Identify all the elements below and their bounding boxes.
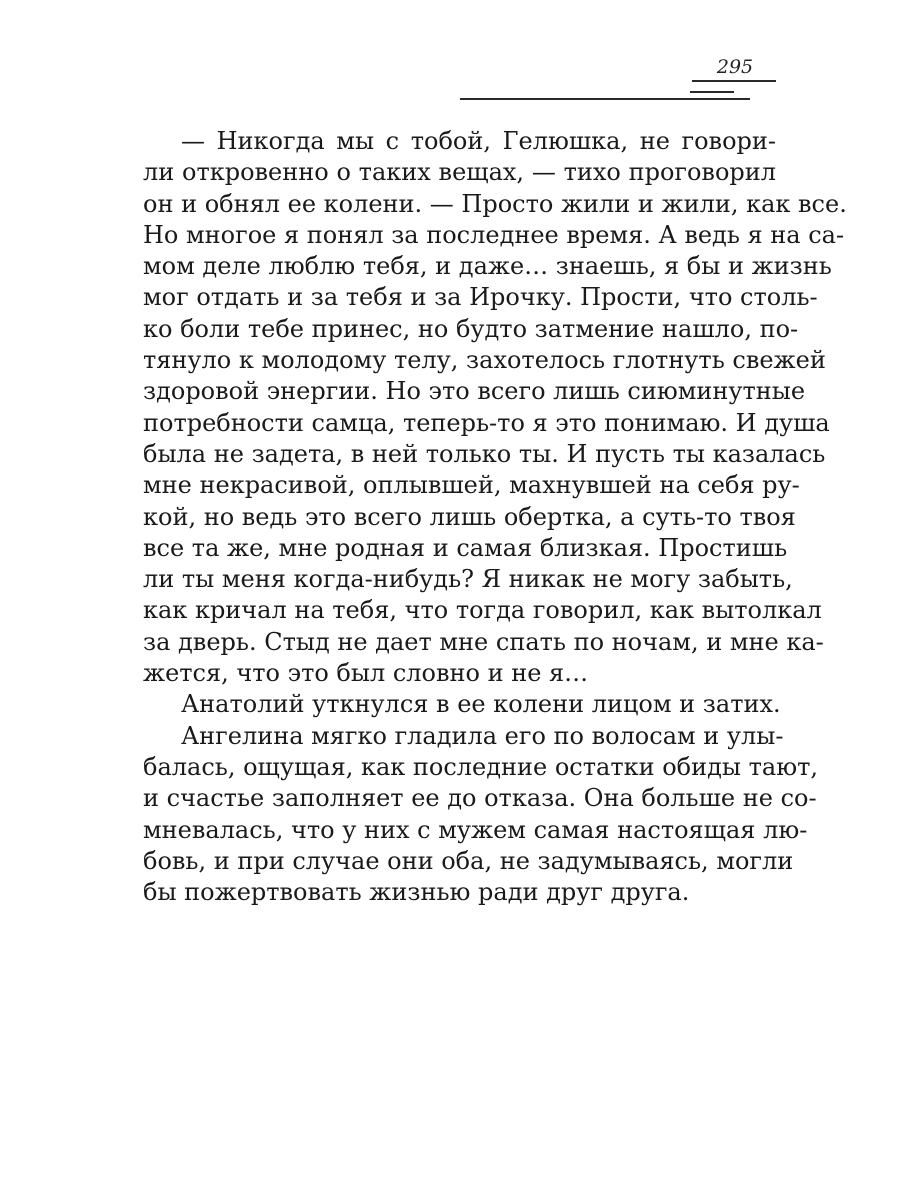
text-line: потребности самца, теперь-то я это понимаю. И душа bbox=[143, 408, 830, 437]
text-line: и счастье заполняет ее до отказа. Она больше не со- bbox=[143, 784, 817, 813]
text-line: была не задета, в ней только ты. И пусть ты казалась bbox=[143, 439, 826, 468]
text-line: он и обнял ее колени. — Просто жили и жили, как все. bbox=[143, 189, 847, 218]
paragraph bbox=[143, 689, 781, 720]
text-line: — Никогда мы с тобой, Гелюшка, не говори- bbox=[181, 127, 776, 155]
text-line: здоровой энергии. Но это всего лишь сиюминутные bbox=[143, 377, 806, 406]
text-line: Ангелина мягко гладила его по волосам и улы- bbox=[181, 721, 784, 750]
text-line: мом деле люблю тебя, и даже… знаешь, я бы и жизнь bbox=[143, 252, 832, 281]
paragraph bbox=[143, 126, 847, 689]
text-line: балась, ощущая, как последние остатки обиды тают, bbox=[143, 752, 819, 781]
page-number: 295 bbox=[716, 56, 754, 78]
text-line: бы пожертвовать жизнью ради друг друга. bbox=[143, 878, 690, 907]
text-line: Но многое я понял за последнее время. А ведь я на са- bbox=[143, 220, 845, 249]
text-line: мневалась, что у них с мужем самая настоящая лю- bbox=[143, 815, 808, 844]
text-line: жется, что это был словно и не я… bbox=[143, 659, 589, 688]
text-line: бовь, и при случае они оба, не задумываясь, могли bbox=[143, 846, 794, 875]
text-line: все та же, мне родная и самая близкая. Простишь bbox=[143, 533, 788, 562]
text-line: мог отдать и за тебя и за Ирочку. Прости, что столь- bbox=[143, 283, 818, 312]
header-rule-long bbox=[460, 98, 750, 100]
text-line: Анатолий уткнулся в ее колени лицом и затих. bbox=[181, 690, 781, 719]
text-line: ли откровенно о таких вещах, — тихо проговорил bbox=[143, 158, 776, 187]
text-line: кой, но ведь это всего лишь обертка, а суть-то твоя bbox=[143, 502, 796, 531]
text-line: как кричал на тебя, что тогда говорил, как вытолкал bbox=[143, 596, 822, 625]
text-line: за дверь. Стыд не дает мне спать по ночам, и мне ка- bbox=[143, 627, 824, 656]
text-line: тянуло к молодому телу, захотелось глотнуть свежей bbox=[143, 346, 826, 375]
text-line: мне некрасивой, оплывшей, махнувшей на себя ру- bbox=[143, 471, 800, 500]
header-rule-middle bbox=[690, 91, 734, 93]
text-line: ли ты меня когда-нибудь? Я никак не могу забыть, bbox=[143, 565, 793, 594]
paragraph bbox=[143, 721, 819, 909]
body-text bbox=[143, 126, 847, 908]
header-rule-top bbox=[692, 80, 776, 82]
text-line: ко боли тебе принес, но будто затмение нашло, по- bbox=[143, 314, 799, 343]
